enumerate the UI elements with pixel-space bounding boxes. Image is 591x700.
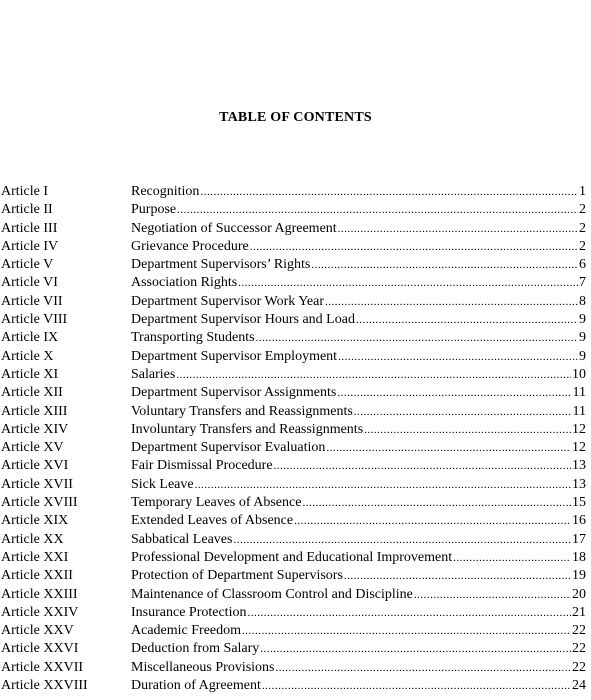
article-number: Article IV [1,238,59,254]
toc-entry [0,622,591,640]
page-number: 6 [579,257,586,273]
dot-leader [176,366,571,384]
toc-entry-line [131,531,586,549]
toc-entry-line [131,512,586,530]
toc-entry-line [131,604,586,622]
toc-entry [0,531,591,549]
dot-leader [311,256,578,274]
article-title: Miscellaneous Provisions [131,659,275,675]
article-title: Involuntary Transfers and Reassignments [131,421,364,437]
page-number: 2 [579,238,586,254]
dot-leader [242,622,571,640]
toc-entry [0,476,591,494]
article-title: Voluntary Transfers and Reassignments [131,403,353,419]
article-number: Article VIII [1,312,68,328]
page-number: 16 [572,513,586,529]
dot-leader [453,549,571,567]
article-number: Article I [1,184,49,199]
article-number: Article XXVI [1,641,79,657]
toc-entry [0,512,591,530]
toc-entry [0,604,591,622]
page-number: 18 [572,549,586,565]
toc-entry-line [131,366,586,384]
toc-entry [0,659,591,677]
article-number: Article III [1,220,58,236]
dot-leader [414,586,571,604]
page-number: 2 [579,202,586,218]
article-number: Article XIX [1,513,69,529]
dot-leader [356,311,578,329]
article-title: Maintenance of Classroom Control and Discipline [131,586,413,602]
toc-entry [0,220,591,238]
dot-leader [260,640,571,658]
article-title: Transporting Students [131,330,255,346]
article-number: Article XVII [1,476,73,492]
article-title: Department Supervisor Employment [131,348,338,364]
article-title: Protection of Department Supervisors [131,568,343,584]
dot-leader [294,512,571,530]
toc-entry-line [131,494,586,512]
article-title: Extended Leaves of Absence [131,513,294,529]
page-number: 10 [572,366,586,382]
toc-entry [0,421,591,439]
page-number: 20 [572,586,586,602]
toc-entry [0,640,591,658]
page-number: 2 [579,220,586,236]
article-title: Association Rights [131,275,238,291]
article-title: Department Supervisors’ Rights [131,257,311,273]
toc-entry-line [131,274,586,292]
dot-leader [325,293,578,311]
article-title: Department Supervisor Work Year [131,293,325,309]
article-number: Article XXV [1,623,74,639]
page-number: 11 [572,385,586,401]
article-number: Article XXII [1,568,73,584]
toc-entry-line [131,293,586,311]
page-number: 13 [572,476,586,492]
article-title: Department Supervisor Evaluation [131,440,326,456]
article-number: Article XXVIII [1,678,88,694]
toc-entry [0,384,591,402]
article-title: Department Supervisor Hours and Load [131,312,355,328]
page-number: 13 [572,458,586,474]
article-number: Article VII [1,293,63,309]
dot-leader [177,201,578,219]
article-title: Sick Leave [131,476,194,492]
page-number: 24 [572,678,586,694]
dot-leader [256,329,578,347]
article-title: Purpose [131,202,177,218]
page-number: 9 [579,348,586,364]
toc-entry-line [131,677,586,695]
page-number: 9 [579,312,586,328]
dot-leader [247,604,571,622]
toc-entry [0,201,591,219]
article-title: Negotiation of Successor Agreement [131,220,337,236]
page-number: 22 [572,641,586,657]
toc-entry [0,293,591,311]
toc-entry [0,183,591,201]
page-number: 17 [572,531,586,547]
article-title: Duration of Agreement [131,678,261,694]
toc-entry-line [131,403,586,421]
article-number: Article XV [1,440,64,456]
toc-entry-line [131,238,586,256]
dot-leader [238,274,578,292]
toc-entry-line [131,457,586,475]
dot-leader [344,567,571,585]
dot-leader [195,476,571,494]
page-number: 12 [572,440,586,456]
toc-entry-line [131,586,586,604]
article-title: Sabbatical Leaves [131,531,233,547]
article-number: Article V [1,257,54,273]
article-title: Grievance Procedure [131,238,249,254]
toc-entry-line [131,384,586,402]
article-number: Article XXIV [1,604,79,620]
dot-leader [276,659,572,677]
page-number: 19 [572,568,586,584]
toc-list [0,183,591,695]
toc-entry [0,348,591,366]
toc-entry-line [131,329,586,347]
toc-entry-line [131,421,586,439]
toc-entry [0,457,591,475]
dot-leader [233,531,571,549]
toc-entry-line [131,348,586,366]
page-number: 22 [572,623,586,639]
dot-leader [250,238,578,256]
article-title: Temporary Leaves of Absence [131,495,302,511]
page-number: 11 [572,403,586,419]
toc-entry-line [131,567,586,585]
article-number: Article XXI [1,549,69,565]
article-number: Article II [1,202,53,218]
toc-entry-line [131,220,586,238]
toc-entry [0,274,591,292]
article-number: Article XX [1,531,64,547]
dot-leader [354,403,572,421]
toc-title: TABLE OF CONTENTS [219,110,372,125]
article-number: Article XXIII [1,586,78,602]
page-number: 15 [572,495,586,511]
article-number: Article IX [1,330,59,346]
dot-leader [337,384,571,402]
article-number: Article VI [1,275,58,291]
toc-entry [0,366,591,384]
dot-leader [262,677,571,695]
article-number: Article XVIII [1,495,78,511]
article-number: Article XVI [1,458,69,474]
toc-entry-line [131,439,586,457]
article-title: Fair Dismissal Procedure [131,458,273,474]
toc-entry-line [131,201,586,219]
toc-entry-line [131,311,586,329]
page-number: 21 [572,604,586,620]
toc-entry-line [131,183,586,201]
dot-leader [326,439,571,457]
article-title: Professional Development and Educational Improvement [131,549,453,565]
dot-leader [338,220,578,238]
toc-entry [0,238,591,256]
article-title: Academic Freedom [131,623,242,639]
article-number: Article XII [1,385,63,401]
article-title: Salaries [131,366,176,382]
article-title: Insurance Protection [131,604,247,620]
toc-entry-line [131,622,586,640]
page-number: 8 [579,293,586,309]
toc-entry [0,256,591,274]
article-number: Article XXVII [1,659,84,675]
toc-entry [0,311,591,329]
dot-leader [302,494,571,512]
toc-entry [0,403,591,421]
dot-leader [364,421,571,439]
toc-entry [0,677,591,695]
page-number: 22 [572,659,586,675]
toc-entry [0,549,591,567]
page-number: 12 [572,421,586,437]
toc-entry [0,439,591,457]
dot-leader [274,457,571,475]
dot-leader [200,183,578,201]
article-title: Department Supervisor Assignments [131,385,337,401]
toc-entry [0,567,591,585]
article-number: Article XIV [1,421,69,437]
article-title: Deduction from Salary [131,641,260,657]
page-number: 9 [579,330,586,346]
dot-leader [338,348,578,366]
toc-entry-line [131,256,586,274]
article-number: Article XIII [1,403,68,419]
toc-entry-line [131,640,586,658]
article-number: Article XI [1,366,59,382]
toc-entry [0,329,591,347]
toc-entry-line [131,549,586,567]
page-number: 1 [579,184,586,199]
page-number: 7 [579,275,586,291]
toc-entry-line [131,659,586,677]
article-title: Recognition [131,184,200,199]
toc-entry [0,494,591,512]
toc-entry-line [131,476,586,494]
toc-entry [0,586,591,604]
article-number: Article X [1,348,54,364]
